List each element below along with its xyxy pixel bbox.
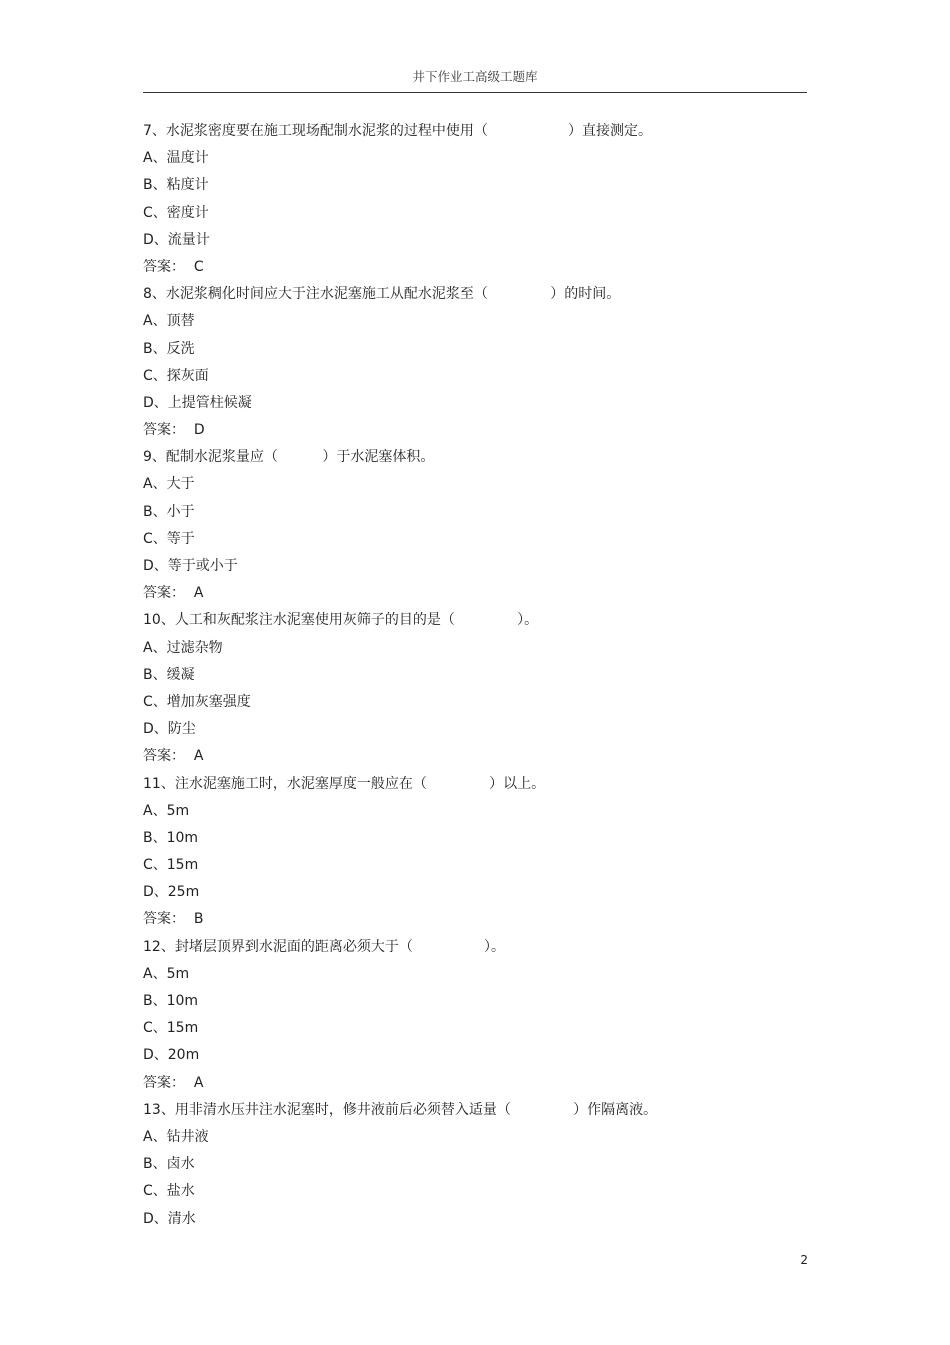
option-d: D、25m xyxy=(143,884,200,901)
option-c: C、15m xyxy=(143,1020,199,1037)
answer: 答案： C xyxy=(143,258,204,275)
header-title: 井下作业工高级工题库 xyxy=(412,69,538,84)
question-7: 7、水泥浆密度要在施工现场配制水泥浆的过程中使用（ ）直接测定。 xyxy=(143,123,653,139)
question-list xyxy=(143,118,807,1233)
question-8: 8、水泥浆稠化时间应大于注水泥塞施工从配水泥浆至（ ）的时间。 xyxy=(143,286,621,303)
option-a: A、5m xyxy=(143,802,190,819)
option-b: B、粘度计 xyxy=(143,177,209,194)
question-11: 11、注水泥塞施工时，水泥塞厚度一般应在（ ）以上。 xyxy=(143,775,546,792)
answer: 答案： B xyxy=(143,911,204,928)
option-d: D、清水 xyxy=(143,1210,196,1227)
option-a: A、钻井液 xyxy=(143,1128,209,1145)
option-a: A、5m xyxy=(143,965,190,982)
option-a: A、顶替 xyxy=(143,313,195,330)
page-number: 2 xyxy=(800,1253,808,1267)
answer: 答案： D xyxy=(143,422,205,439)
answer: 答案： A xyxy=(143,748,204,765)
option-c: C、等于 xyxy=(143,530,195,547)
page-header xyxy=(143,64,807,93)
option-b: B、10m xyxy=(143,993,199,1009)
option-d: D、防尘 xyxy=(143,721,196,738)
option-c: C、探灰面 xyxy=(143,367,209,384)
option-b: B、10m xyxy=(143,829,199,846)
option-c: C、增加灰塞强度 xyxy=(143,693,251,710)
question-10: 10、人工和灰配浆注水泥塞使用灰筛子的目的是（ ）。 xyxy=(143,612,539,629)
option-c: C、密度计 xyxy=(143,204,209,221)
option-a: A、温度计 xyxy=(143,150,209,167)
option-b: B、卤水 xyxy=(143,1156,195,1173)
option-b: B、缓凝 xyxy=(143,666,195,683)
option-c: C、15m xyxy=(143,857,199,874)
option-d: D、上提管柱候凝 xyxy=(143,394,252,411)
question-9: 9、配制水泥浆量应（ ）于水泥塞体积。 xyxy=(143,449,435,466)
option-d: D、等于或小于 xyxy=(143,558,238,574)
option-a: A、大于 xyxy=(143,476,195,493)
question-12: 12、封堵层顶界到水泥面的距离必须大于（ ）。 xyxy=(143,938,506,955)
option-a: A、过滤杂物 xyxy=(143,639,223,656)
option-d: D、流量计 xyxy=(143,231,210,248)
answer: 答案： A xyxy=(143,1074,204,1091)
option-b: B、反洗 xyxy=(143,340,195,357)
option-d: D、20m xyxy=(143,1047,200,1064)
option-c: C、盐水 xyxy=(143,1183,195,1200)
answer: 答案： A xyxy=(143,585,204,602)
option-b: B、小于 xyxy=(143,503,195,520)
question-13: 13、用非清水压井注水泥塞时，修井液前后必须替入适量（ ）作隔离液。 xyxy=(143,1101,658,1118)
